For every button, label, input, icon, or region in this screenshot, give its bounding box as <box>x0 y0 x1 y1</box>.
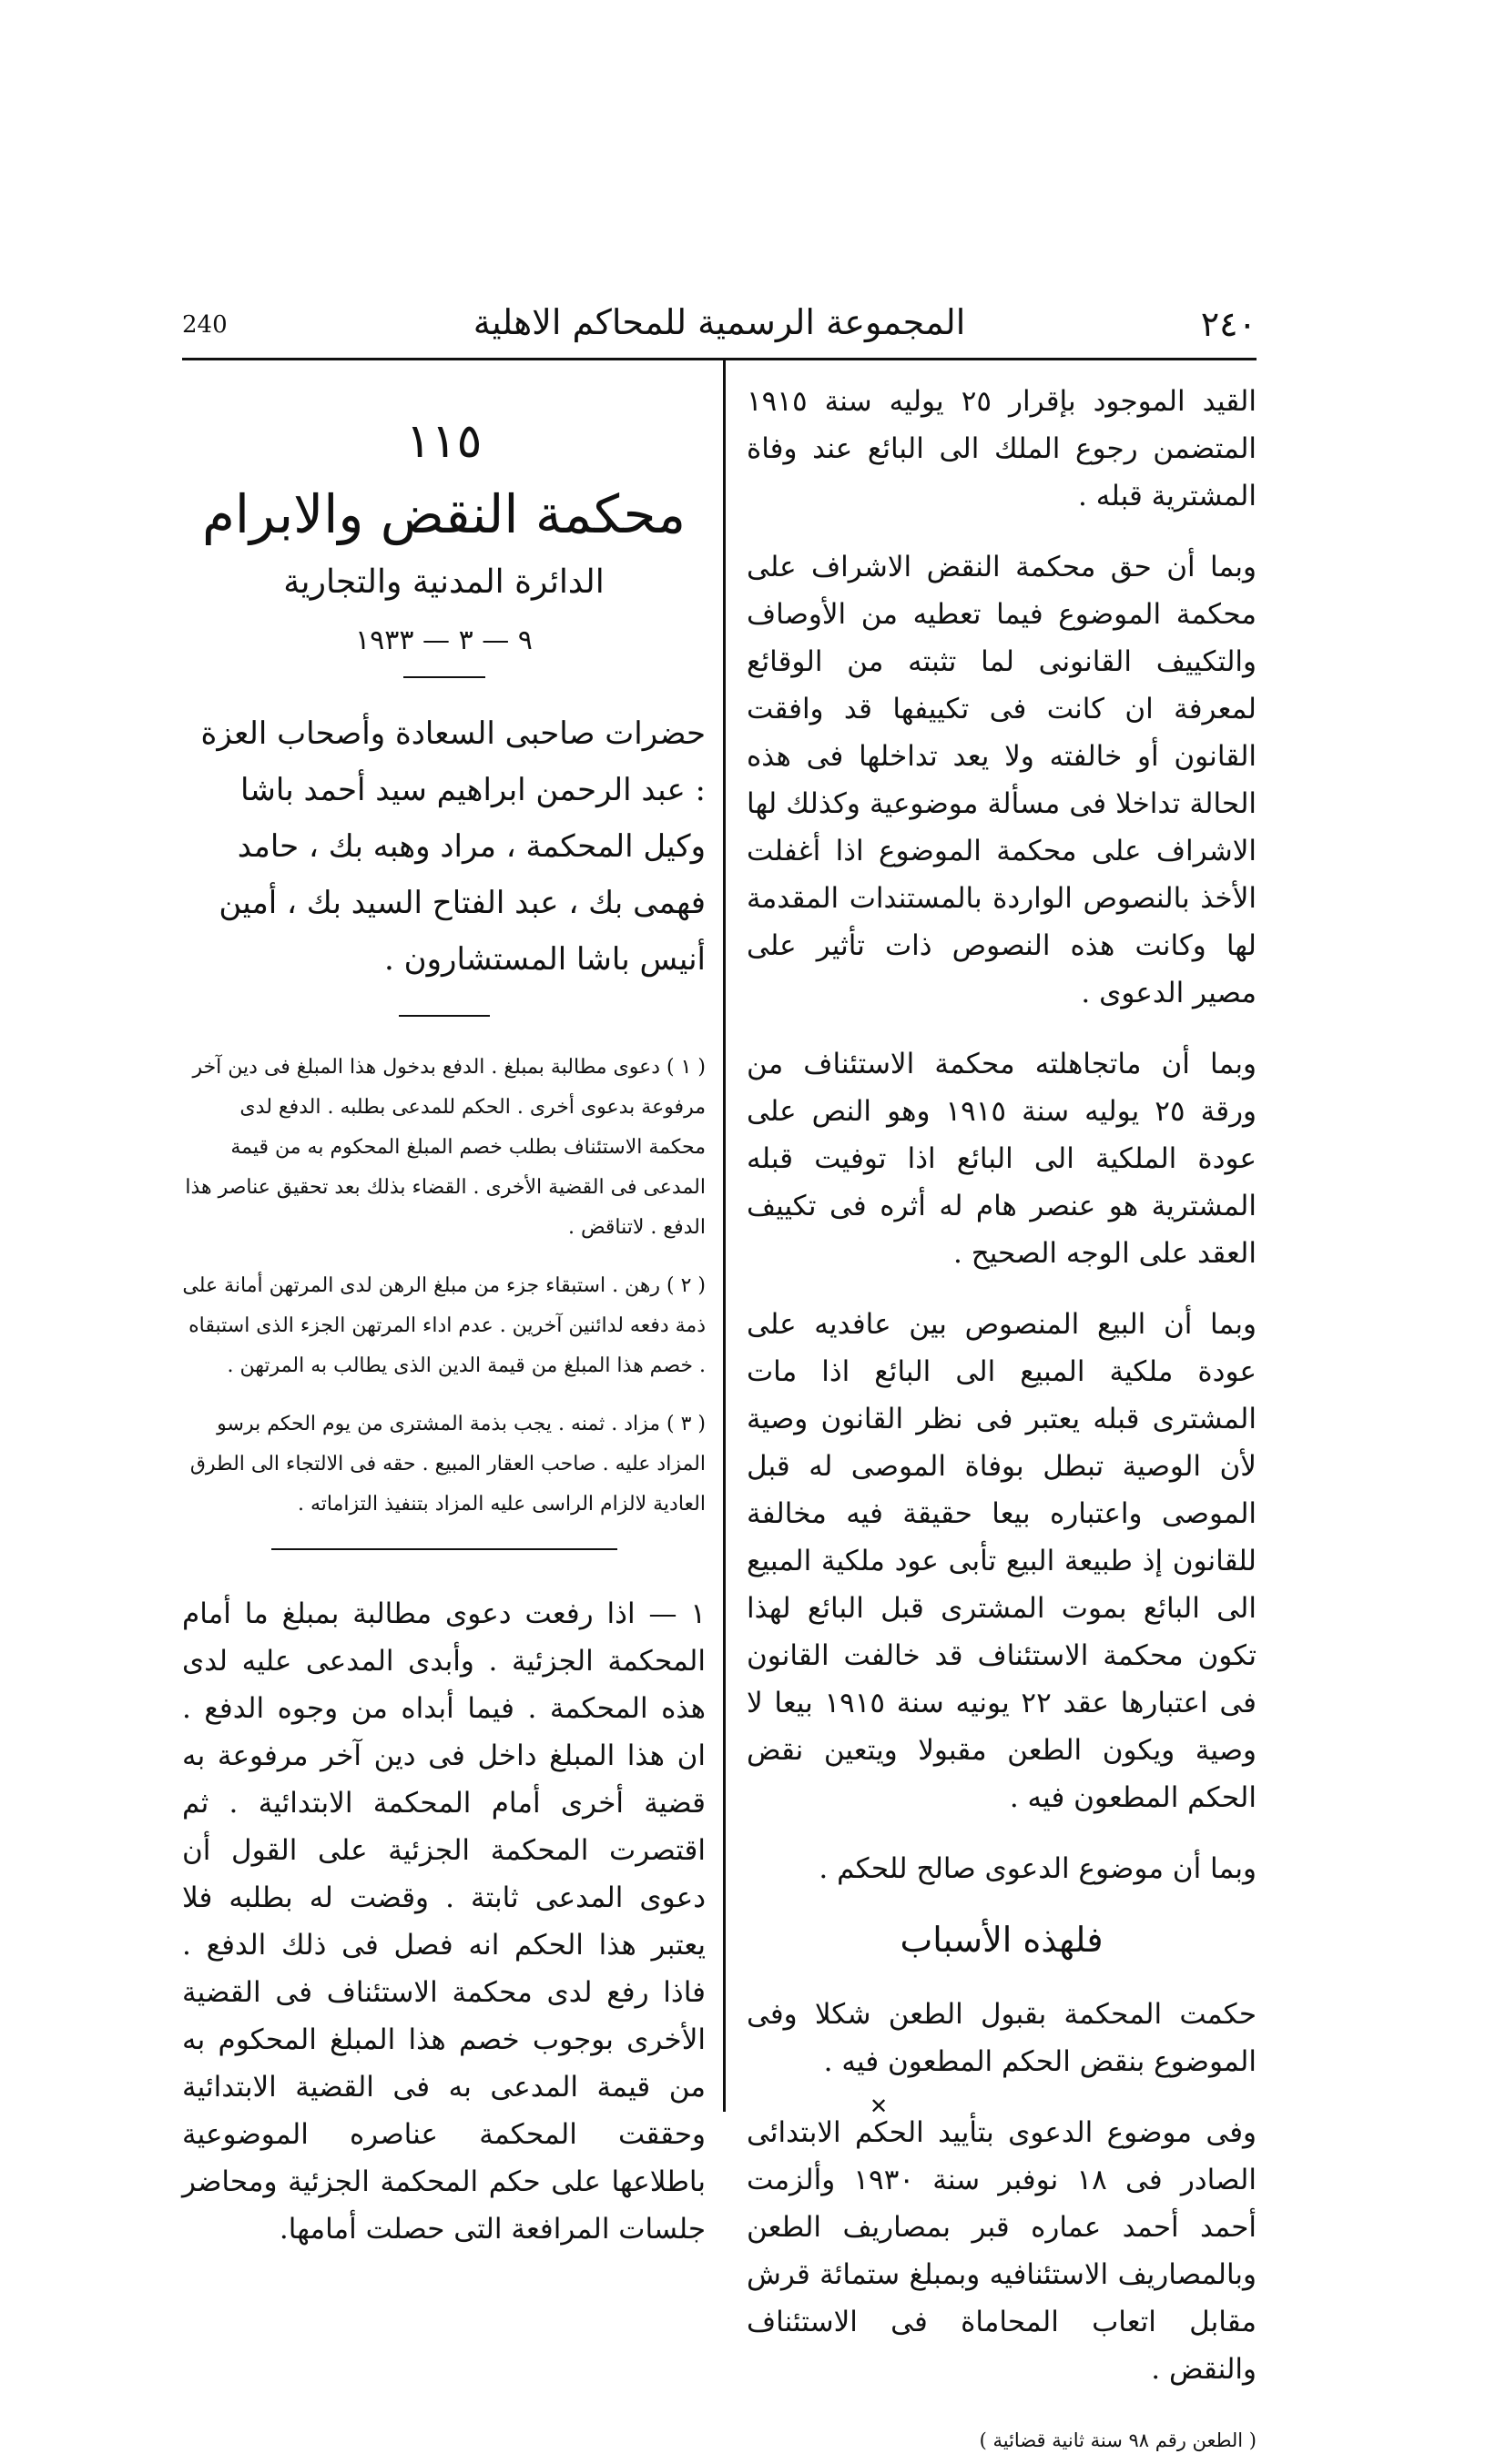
journal-title: المجموعة الرسمية للمحاكم الاهلية <box>473 302 966 342</box>
page-number-latin: 240 <box>182 311 228 339</box>
paragraph: القيد الموجود بإقرار ٢٥ يوليه سنة ١٩١٥ المتضمن رجوع الملك الى البائع عند وفاة المشترية قبله . <box>747 385 1257 512</box>
left-column <box>182 414 706 2276</box>
summary-item: ( ٢ ) رهن . استبقاء جزء من مبلغ الرهن لدى المرتهن أمانة على ذمة دفعه لدائنين آخرين . عدم اداء المرتهن الجزء الذى استبقاه . خصم هذا المبلغ من قيمة الدين الذى يطالب به المرتهن . <box>182 1274 706 1377</box>
case-number: ١١٥ <box>405 414 483 469</box>
right-column <box>747 378 1257 2464</box>
separator <box>403 676 485 678</box>
summaries <box>182 1048 706 1525</box>
paragraph: وبما أن حق محكمة النقض الاشراف على محكمة الموضوع فيما تعطيه من الأوصاف والتكييف القانونى لما تثبته من الوقائع لمعرفة ان كانت فى تكييفها قد وافقت القانون أو خالفته ولا يعد تداخلها فى هذه الحالة تداخلا فى مسألة موضوعية وكذلك لها الاشراف على محكمة الموضوع اذا أغفلت الأخذ بالنصوص الواردة بالمستندات المقدمة لها وكانت هذه النصوص ذات تأثير على مصير الدعوى . <box>747 551 1257 1009</box>
judgment-date: ٩ — ٣ — ١٩٣٣ <box>355 624 533 656</box>
header-rule <box>182 358 1257 360</box>
summary-item: ( ١ ) دعوى مطالبة بمبلغ . الدفع بدخول هذا المبلغ فى دين آخر مرفوعة بدعوى أخرى . الحكم للمدعى بطلبه . الدفع لدى محكمة الاستئناف بطلب خصم المبلغ المحكوم به من قيمة المدعى فى القضية الأخرى . القضاء بذلك بعد تحقيق عناصر هذا الدفع . لاتناقض . <box>185 1056 706 1239</box>
page-header <box>182 300 1257 355</box>
left-body <box>182 1590 706 2253</box>
page-number-arabic: ٢٤٠ <box>1200 304 1257 344</box>
reasons-heading: فلهذه الأسباب <box>900 1920 1104 1960</box>
paragraph: وبما أن موضوع الدعوى صالح للحكم . <box>819 1852 1257 1885</box>
summary-item: ( ٣ ) مزاد . ثمنه . يجب بذمة المشترى من يوم الحكم برسو المزاد عليه . صاحب العقار المبيع . حقه فى الالتجاء الى الطرق العادية لالزام الراسى عليه المزاد بتنفيذ التزاماته . <box>189 1413 706 1516</box>
ruling-paragraph: حكمت المحكمة بقبول الطعن شكلا وفى الموضوع بنقض الحكم المطعون فيه . <box>747 1998 1257 2078</box>
footer-mark: ✕ <box>870 2094 889 2119</box>
separator <box>271 1548 617 1550</box>
court-name: محكمة النقض والابرام <box>201 483 687 545</box>
paragraph: وبما أن البيع المنصوص بين عافديه على عودة ملكية المبيع الى البائع اذا مات المشترى قبله يعتبر فى نظر القانون وصية لأن الوصية تبطل بوفاة الموصى له قبل الموصى واعتباره بيعا حقيقة فيه مخالفة للقانون إذ طبيعة البيع تأبى عود ملكية المبيع الى البائع بموت المشترى قبل البائع لهذا تكون محكمة الاستئناف قد خالفت القانون فى اعتبارها عقد ٢٢ يونيه سنة ١٩١٥ بيعا لا وصية ويكون الطعن مقبولا ويتعين نقض الحكم المطعون فيه . <box>747 1308 1257 1814</box>
paragraph: وبما أن ماتجاهلته محكمة الاستئناف من ورقة ٢٥ يوليه سنة ١٩١٥ وهو النص على عودة الملكية الى البائع اذا توفيت قبله المشترية هو عنصر هام له أثره فى تكييف العقد على الوجه الصحيح . <box>747 1048 1257 1270</box>
separator <box>399 1015 490 1017</box>
case-reference: ( الطعن رقم ٩٨ سنة ثانية قضائية ) <box>979 2429 1257 2451</box>
column-divider <box>723 360 726 2112</box>
ruling-paragraph: وفى موضوع الدعوى بتأييد الحكم الابتدائى الصادر فى ١٨ نوفبر سنة ١٩٣٠ وألزمت أحمد أحمد عماره قبر بمصاريف الطعن وبالمصاريف الاستئنافيه وبمبلغ ستمائة قرش مقابل اتعاب المحاماة فى الاستئناف والنقض . <box>747 2116 1257 2386</box>
body-paragraph: ١ — اذا رفعت دعوى مطالبة بمبلغ ما أمام المحكمة الجزئية . وأبدى المدعى عليه لدى هذه المحكمة . فيما أبداه من وجوه الدفع . ان هذا المبلغ داخل فى دين آخر مرفوعة به قضية أخرى أمام المحكمة الابتدائية . ثم اقتصرت المحكمة الجزئية على القول أن دعوى المدعى ثابتة . وقضت له بطلبه فلا يعتبر هذا الحكم انه فصل فى ذلك الدفع . فاذا رفع لدى محكمة الاستئناف فى القضية الأخرى بوجوب خصم هذا المبلغ المحكوم به من قيمة المدعى به فى القضية الابتدائية وحققت المحكمة عناصره الموضوعية باطلاعها على حكم المحكمة الجزئية ومحاضر جلسات المرافعة التى حصلت أمامها. <box>182 1597 706 2246</box>
circuit-name: الدائرة المدنية والتجارية <box>283 563 605 601</box>
presence-paragraph: حضرات صاحبى السعادة وأصحاب العزة : عبد الرحمن ابراهيم سيد أحمد باشا وكيل المحكمة ، مراد وهبه بك ، حامد فهمى بك ، عبد الفتاح السيد بك ، أمين أنيس باشا المستشارون . <box>200 715 706 978</box>
